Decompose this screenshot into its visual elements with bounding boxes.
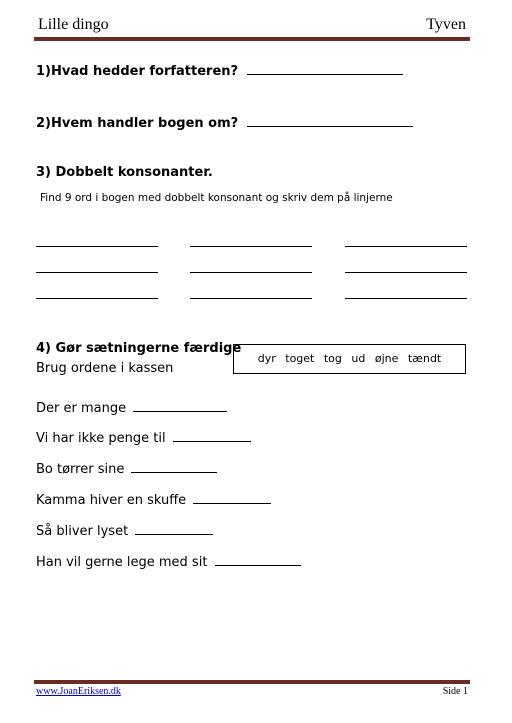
sentence-answer-line[interactable] — [135, 524, 213, 535]
sentence-5 — [36, 524, 213, 539]
answer-line[interactable] — [36, 272, 158, 273]
word-box-words: dyr toget tog ud øjne tændt — [257, 352, 442, 365]
sentence-4 — [36, 493, 271, 508]
header-chapter-title: Tyven — [426, 16, 466, 33]
header-book-title: Lille dingo — [38, 16, 109, 33]
question-1 — [36, 64, 403, 79]
question-3-title: 3) Dobbelt konsonanter. — [36, 165, 213, 180]
footer-page-number: Side 1 — [442, 686, 468, 697]
sentence-6 — [36, 555, 301, 570]
sentence-text: Bo tørrer sine — [36, 462, 125, 477]
sentence-answer-line[interactable] — [131, 462, 217, 473]
question-2-label: 2)Hvem handler bogen om? — [36, 116, 239, 131]
sentence-answer-line[interactable] — [215, 555, 301, 566]
answer-line[interactable] — [345, 246, 467, 247]
question-4-subtitle: Brug ordene i kassen — [36, 361, 174, 376]
sentence-1 — [36, 401, 227, 416]
sentence-answer-line[interactable] — [133, 401, 227, 412]
answer-line[interactable] — [190, 246, 312, 247]
sentence-text: Vi har ikke penge til — [36, 431, 166, 446]
question-1-answer-line[interactable] — [247, 64, 403, 75]
answer-line[interactable] — [36, 246, 158, 247]
header-rule — [34, 37, 470, 41]
sentence-answer-line[interactable] — [193, 493, 271, 504]
answer-line[interactable] — [190, 298, 312, 299]
word-box — [233, 344, 466, 374]
answer-line[interactable] — [190, 272, 312, 273]
sentence-text: Der er mange — [36, 401, 127, 416]
question-4-title: 4) Gør sætningerne færdige — [36, 341, 242, 356]
question-1-label: 1)Hvad hedder forfatteren? — [36, 64, 239, 79]
answer-line[interactable] — [345, 298, 467, 299]
sentence-text: Kamma hiver en skuffe — [36, 493, 187, 508]
sentence-3 — [36, 462, 217, 477]
sentence-text: Så bliver lyset — [36, 524, 129, 539]
footer-website-link[interactable]: www.JoanEriksen.dk — [36, 686, 121, 697]
question-2-answer-line[interactable] — [247, 116, 413, 127]
question-2 — [36, 116, 413, 131]
answer-line[interactable] — [345, 272, 467, 273]
answer-line[interactable] — [36, 298, 158, 299]
sentence-text: Han vil gerne lege med sit — [36, 555, 208, 570]
sentence-2 — [36, 431, 251, 446]
footer-rule — [34, 680, 470, 684]
question-3-instruction: Find 9 ord i bogen med dobbelt konsonant og skriv dem på linjerne — [40, 192, 393, 204]
sentence-answer-line[interactable] — [173, 431, 251, 442]
